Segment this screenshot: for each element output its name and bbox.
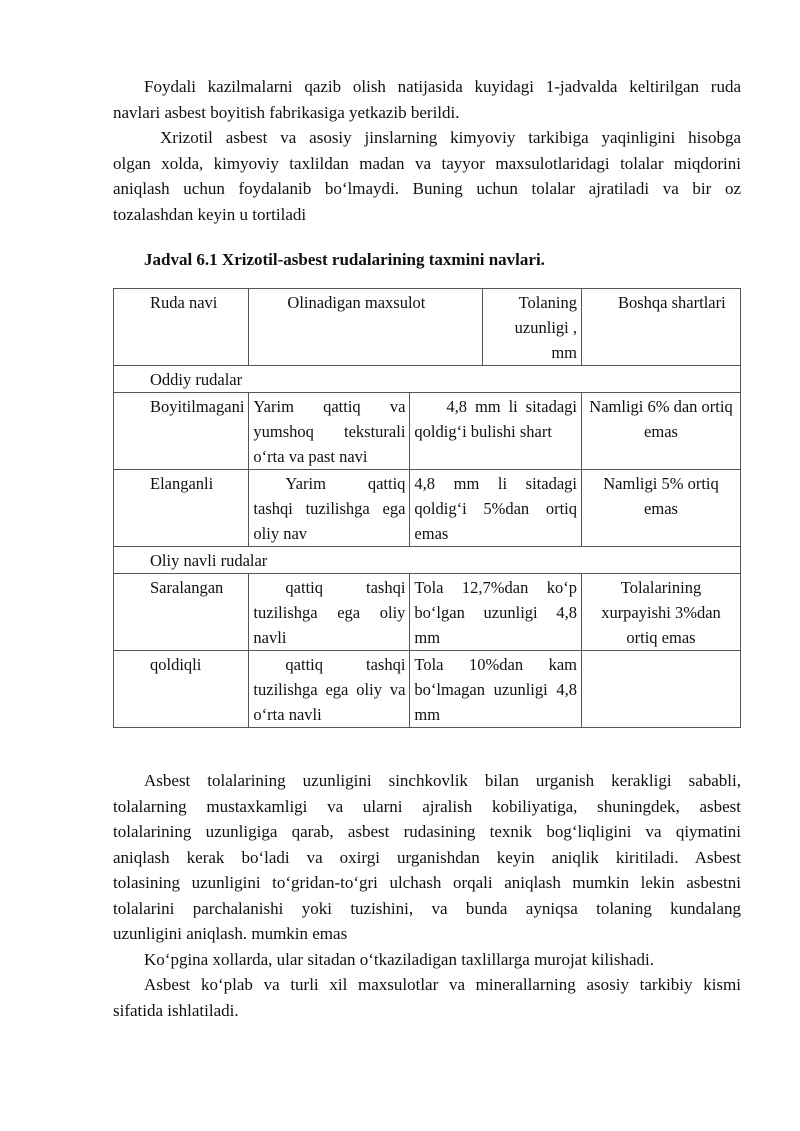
cell-ruda-navi: Elanganli: [114, 470, 249, 547]
cell-shartlari: Namligi 5% ortiq emas: [582, 470, 741, 547]
header-c3-text: Tolaning uzunligi , mm: [514, 293, 577, 362]
text-line: tolalarini parchalanishi yoki tuzishini, va bunda ayniqsa tolaning kundalang: [113, 898, 741, 918]
cell-uzunligi: Tola 12,7%dan ko‘p bo‘lgan uzunligi 4,8 mm: [410, 574, 582, 651]
header-ruda-navi: Ruda navi: [114, 289, 249, 366]
text-line: Ko‘pgina xollarda, ular sitadan o‘tkaziladigan taxlillarga murojat kilishadi.: [144, 950, 655, 969]
intro-paragraph-2: [113, 125, 741, 227]
ore-grades-table: [113, 288, 741, 728]
outro-paragraph-3: [113, 972, 741, 1023]
header-olinadigan-maxsulot: Olinadigan maxsulot: [249, 289, 483, 366]
group-row: [114, 547, 741, 574]
text-line: navlari asbest boyitish fabrikasiga yetkazib berildi.: [113, 102, 460, 122]
text-line: tolasining uzunligini to‘gridan-to‘gri ulchash orqali aniqlash mumkin lekin asbestni: [113, 873, 741, 892]
cell-ruda-navi: Saralangan: [114, 574, 249, 651]
table-row: [114, 470, 741, 547]
text-line: tozalashdan keyin u tortiladi: [113, 204, 307, 224]
text-line: Foydali kazilmalarni qazib olish natijasida kuyidagi 1-jadvalda keltirilgan ruda: [144, 77, 741, 96]
text-line: tolalarining uzunligiga qarab, asbest rudasining texnik bog‘liqligini va qiymatini: [113, 822, 741, 841]
text-line: aniqlash uchun foydalanib bo‘lmaydi. Buning uchun tolalar ajratiladi va bir oz: [113, 179, 741, 198]
cell-maxsulot: qattiq tashqi tuzilishga ega oliy navli: [249, 574, 410, 651]
cell-uzunligi: 4,8 mm li sitadagi qoldig‘i bulishi shart: [410, 393, 582, 470]
group-oddiy-rudalar: Oddiy rudalar: [114, 366, 741, 393]
cell-uzunligi: Tola 10%dan kam bo‘lmagan uzunligi 4,8 mm: [410, 651, 582, 728]
cell-maxsulot: qattiq tashqi tuzilishga ega oliy va o‘rta navli: [249, 651, 410, 728]
table-row: [114, 574, 741, 651]
cell-shartlari: Namligi 6% dan ortiq emas: [582, 393, 741, 470]
header-boshqa-shartlari: Boshqa shartlari: [582, 289, 741, 366]
text-line: aniqlash kerak bo‘ladi va oxirgi urganishdan keyin aniqlik kiritiladi. Asbest: [113, 847, 741, 867]
cell-uzunligi: 4,8 mm li sitadagi qoldig‘i 5%dan ortiq emas: [410, 470, 582, 547]
table-caption: Jadval 6.1 Xrizotil-asbest rudalarining taxmini navlari.: [144, 250, 545, 269]
cell-ruda-navi: qoldiqli: [114, 651, 249, 728]
table-header-row: [114, 289, 741, 366]
intro-paragraph-1: [113, 74, 741, 125]
header-tolaning-uzunligi: [483, 289, 582, 366]
text-line: Asbest tolalarining uzunligini sinchkovlik bilan urganish kerakligi sababli,: [144, 771, 741, 790]
cell-shartlari: Tolalarining xurpayishi 3%dan ortiq emas: [582, 574, 741, 651]
text-line: tolalarning mustaxkamligi va ularni ajralish kobiliyatiga, shuningdek, asbest: [113, 796, 741, 816]
text-line: Asbest ko‘plab va turli xil maxsulotlar va minerallarning asosiy tarkibiy kismi: [144, 975, 741, 994]
text-line: sifatida ishlatiladi.: [113, 1000, 239, 1020]
text-line: Xrizotil asbest va asosiy jinslarning kimyoviy tarkibiga yaqinligini hisobga: [160, 128, 741, 147]
table-row: [114, 393, 741, 470]
group-oliy-navli-rudalar: Oliy navli rudalar: [114, 547, 741, 574]
cell-ruda-navi: Boyitilmagani: [114, 393, 249, 470]
outro-paragraph-2: [113, 947, 741, 973]
group-row: [114, 366, 741, 393]
cell-maxsulot: Yarim qattiq va yumshoq teksturali o‘rta va past navi: [249, 393, 410, 470]
cell-maxsulot: Yarim qattiq tashqi tuzilishga ega oliy nav: [249, 470, 410, 547]
table-row: [114, 651, 741, 728]
outro-paragraph-1: [113, 768, 741, 947]
cell-shartlari: [582, 651, 741, 728]
text-line: olgan xolda, kimyoviy taxlildan madan va tayyor maxsulotlaridagi tolalar miqdorini: [113, 153, 741, 173]
text-line: uzunligini aniqlash. mumkin emas: [113, 924, 348, 943]
